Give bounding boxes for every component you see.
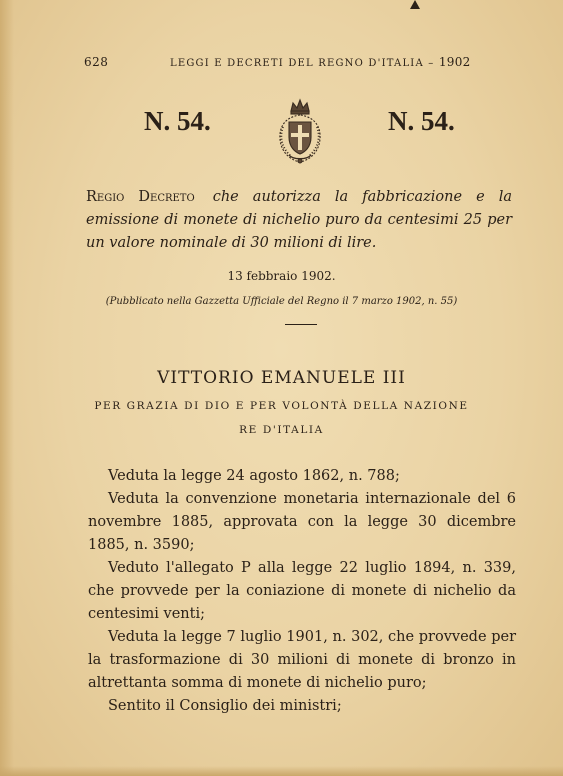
page-bottom-shadow xyxy=(0,766,563,776)
recitals-body xyxy=(88,465,516,718)
running-head xyxy=(170,55,471,69)
recital-paragraph: Veduta la legge 7 luglio 1901, n. 302, che provvede per la trasformazione di 30 milioni di monete di bronzo in altrettanta somma di monete di nichelio puro; xyxy=(88,629,516,691)
decree-title-text: che autorizza la fabbricazione e la emissione di monete di nichelio puro da centesimi 25 per un valore nominale di 30 milioni di lire. xyxy=(86,189,512,251)
sovereign-grace-line: PER GRAZIA DI DIO E PER VOLONTÀ DELLA NAZIONE xyxy=(94,400,469,412)
running-title: LEGGI E DECRETI DEL REGNO D'ITALIA – xyxy=(170,58,435,69)
recital-paragraph: Veduto l'allegato P alla legge 22 luglio 1894, n. 339, che provvede per la coniazione di monete di nichelio da centesimi venti; xyxy=(88,560,516,622)
sovereign-name: VITTORIO EMANUELE III xyxy=(157,368,406,388)
recital-paragraph: Veduta la convenzione monetaria internazionale del 6 novembre 1885, approvata con la legge 30 dicembre 1885, n. 3590; xyxy=(88,491,516,553)
section-divider xyxy=(285,324,317,325)
decree-title-lead: Regio Decreto xyxy=(86,189,195,205)
savoy-coat-of-arms-icon xyxy=(271,97,329,165)
recital-paragraph: Sentito il Consiglio dei ministri; xyxy=(108,698,342,714)
publication-note: (Pubblicato nella Gazzetta Ufficiale del Regno il 7 marzo 1902, n. 55) xyxy=(105,296,458,307)
recital-paragraph: Veduta la legge 24 agosto 1862, n. 788; xyxy=(108,468,400,484)
sovereign-title: RE D'ITALIA xyxy=(239,424,324,436)
page-corner-mark xyxy=(410,0,420,9)
page-number: 628 xyxy=(84,55,109,69)
running-year: 1902 xyxy=(438,55,471,69)
page-edge-shadow xyxy=(0,0,14,776)
decree-title xyxy=(86,186,512,255)
decree-number-left: N. 54. xyxy=(144,106,211,136)
decree-number-right: N. 54. xyxy=(388,106,455,136)
decree-date: 13 febbraio 1902. xyxy=(227,269,336,283)
